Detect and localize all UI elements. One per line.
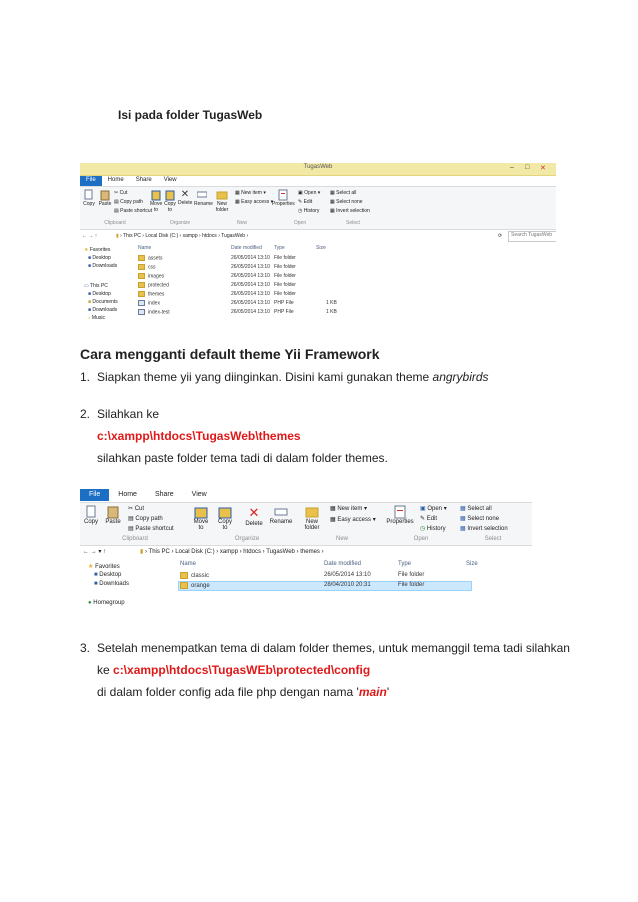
group-new: New <box>335 536 348 542</box>
paste-icon <box>107 505 119 519</box>
nav-desktop[interactable]: ■ Desktop <box>88 255 111 261</box>
invert-selection-button[interactable]: ▦ Invert selection <box>330 208 370 214</box>
history-button[interactable]: ◷ History <box>298 208 320 214</box>
folder-icon <box>138 255 145 261</box>
tab-home[interactable]: Home <box>107 177 124 183</box>
copy-path-button[interactable]: ▤ Copy path <box>114 199 143 205</box>
menu-bar <box>80 489 532 501</box>
move-to-icon <box>151 189 161 201</box>
easy-access-button[interactable]: ▦ Easy access ▾ <box>235 199 274 205</box>
properties-icon <box>278 189 288 201</box>
folder-icon <box>180 582 188 589</box>
breadcrumb[interactable]: ▮ › This PC › Local Disk (C:) › xampp › htdocs › TugasWeb › themes › <box>140 549 324 555</box>
folder-icon <box>138 291 145 297</box>
step-3-instruction: di dalam folder config ada file php dengan nama 'main' <box>97 685 390 699</box>
star-icon: ★ <box>88 564 94 570</box>
new-item-button[interactable]: ▦ New item ▾ <box>235 190 266 196</box>
rename-button[interactable]: Rename <box>194 189 210 207</box>
copy-path-icon: ▤ <box>128 516 134 522</box>
file-name[interactable]: themes <box>138 291 164 297</box>
move-to-button[interactable]: Move to <box>150 189 162 213</box>
column-date-modified[interactable]: Date modified <box>324 561 362 567</box>
rename-icon <box>274 505 288 519</box>
move-to-icon <box>194 505 208 519</box>
tab-share[interactable]: Share <box>154 491 174 498</box>
copy-button[interactable]: Copy <box>82 505 100 525</box>
edit-button[interactable]: ✎ Edit <box>298 199 313 205</box>
group-organize: Organize <box>234 536 260 542</box>
delete-button[interactable]: ✕ Delete <box>242 505 266 527</box>
minimize-icon[interactable]: – <box>510 164 514 171</box>
tab-view[interactable]: View <box>191 491 207 498</box>
date-modified: 26/05/2014 13:10 <box>231 255 270 261</box>
paste-button[interactable]: Paste <box>98 189 112 207</box>
nav-arrows[interactable]: ← → ↑ <box>82 233 98 239</box>
cut-icon: ✂ <box>114 190 119 196</box>
file-name[interactable]: css <box>138 264 156 270</box>
file-type: File folder <box>274 273 296 279</box>
menu-bar <box>80 176 556 186</box>
folder-icon <box>138 264 145 270</box>
copy-icon <box>84 189 94 201</box>
ribbon <box>80 502 532 546</box>
maximize-icon[interactable]: □ <box>525 164 530 171</box>
date-modified: 26/05/2014 13:10 <box>231 273 270 279</box>
select-all-icon: ▦ <box>460 506 466 512</box>
music-icon: ♪ <box>88 315 91 321</box>
copy-path-icon: ▤ <box>114 199 119 205</box>
star-icon: ★ <box>84 247 89 253</box>
new-item-icon: ▦ <box>235 190 240 196</box>
file-type: File folder <box>274 282 296 288</box>
group-clipboard: Clipboard <box>104 220 126 226</box>
new-folder-button[interactable]: New folder <box>302 505 322 531</box>
nav-pc-desktop[interactable]: ■ Desktop <box>88 291 111 297</box>
folder-icon: ▮ <box>140 549 144 555</box>
group-new: New <box>236 220 247 226</box>
column-type[interactable]: Type <box>398 561 412 567</box>
column-type[interactable]: Type <box>274 245 285 251</box>
paste-shortcut-icon: ▤ <box>114 208 119 214</box>
cut-button[interactable]: ✂ Cut <box>128 506 145 512</box>
address-bar <box>80 231 556 243</box>
new-folder-icon <box>216 189 228 201</box>
file-name[interactable]: classic <box>180 572 209 579</box>
column-size[interactable]: Size <box>466 561 478 567</box>
search-input[interactable]: Search TugasWeb <box>508 231 556 242</box>
easy-access-button[interactable]: ▦ Easy access ▾ <box>330 517 376 523</box>
file-name[interactable]: index-test <box>138 309 170 315</box>
paste-shortcut-button[interactable]: ▤ Paste shortcut <box>128 526 174 532</box>
nav-favorites[interactable]: ★ Favorites <box>84 247 111 253</box>
nav-favorites[interactable]: ★ Favorites <box>88 564 120 570</box>
delete-icon: ✕ <box>180 189 190 200</box>
cut-icon: ✂ <box>128 506 134 512</box>
copy-to-button[interactable]: Copy to <box>216 505 234 531</box>
select-all-button[interactable]: ▦ Select all <box>330 190 357 196</box>
open-button[interactable]: ▣ Open ▾ <box>420 506 447 512</box>
group-organize: Organize <box>169 220 191 226</box>
rename-icon <box>197 189 207 201</box>
invert-selection-icon: ▦ <box>330 208 335 214</box>
nav-downloads[interactable]: ■ Downloads <box>94 581 129 587</box>
theme-name: angrybirds <box>432 370 489 384</box>
nav-this-pc[interactable]: ▭ This PC <box>84 283 108 289</box>
date-modified: 28/04/2010 20:31 <box>324 582 371 588</box>
file-name[interactable]: protected <box>138 282 169 288</box>
rename-button[interactable]: Rename <box>268 505 294 525</box>
file-type: File folder <box>274 291 296 297</box>
new-folder-icon <box>305 505 319 519</box>
homegroup-icon: ● <box>88 600 92 606</box>
invert-selection-button[interactable]: ▦ Invert selection <box>460 526 508 532</box>
tab-share[interactable]: Share <box>135 177 152 183</box>
paste-shortcut-icon: ▤ <box>128 526 134 532</box>
folder-icon <box>180 572 188 579</box>
refresh-icon[interactable]: ⟳ <box>498 233 503 239</box>
column-size[interactable]: Size <box>316 245 326 251</box>
desktop-icon: ■ <box>94 572 98 578</box>
delete-button[interactable]: ✕ Delete <box>178 189 193 206</box>
downloads-icon: ■ <box>94 581 98 587</box>
open-icon: ▣ <box>298 190 303 196</box>
caption: Isi pada folder TugasWeb <box>118 108 263 122</box>
new-item-icon: ▦ <box>330 506 336 512</box>
folder-icon <box>138 273 145 279</box>
easy-access-icon: ▦ <box>330 517 336 523</box>
properties-icon <box>394 505 406 519</box>
select-all-icon: ▦ <box>330 190 335 196</box>
step-1 <box>80 369 489 385</box>
copy-to-icon <box>218 505 232 519</box>
history-button[interactable]: ◷ History <box>420 526 446 532</box>
file-size: 1 KB <box>326 300 337 306</box>
address-bar <box>80 546 532 558</box>
file-name[interactable]: images <box>138 273 164 279</box>
edit-icon: ✎ <box>298 199 303 205</box>
column-date-modified[interactable]: Date modified <box>231 245 262 251</box>
edit-button[interactable]: ✎ Edit <box>420 516 438 522</box>
delete-icon: ✕ <box>248 505 260 520</box>
tab-file[interactable]: File <box>80 176 102 186</box>
move-to-button[interactable]: Move to <box>192 505 210 531</box>
nav-downloads[interactable]: ■ Downloads <box>88 263 118 269</box>
paste-shortcut-button[interactable]: ▤ Paste shortcut <box>114 208 153 214</box>
group-select: Select <box>484 536 502 542</box>
copy-button[interactable]: Copy <box>82 189 96 207</box>
step-1-text: Siapkan theme yii yang diinginkan. Disini kami gunakan theme <box>97 370 433 384</box>
file-type: File folder <box>398 572 425 578</box>
section-heading: Cara mengganti default theme Yii Framework <box>80 346 380 362</box>
file-list <box>176 559 532 609</box>
edit-icon: ✎ <box>420 516 426 522</box>
php-file-icon <box>138 309 145 315</box>
nav-pc-downloads[interactable]: ■ Downloads <box>88 307 118 313</box>
tab-home[interactable]: Home <box>118 491 137 498</box>
step-2 <box>80 406 159 422</box>
breadcrumb[interactable]: ▮ › This PC › Local Disk (C:) › xampp › htdocs › TugasWeb › <box>116 233 249 239</box>
copy-icon <box>85 505 97 519</box>
step-3 <box>80 640 570 656</box>
date-modified: 26/05/2014 13:10 <box>324 572 371 578</box>
computer-icon: ▭ <box>84 283 89 289</box>
properties-button[interactable]: Properties <box>384 505 416 525</box>
open-button[interactable]: ▣ Open ▾ <box>298 190 321 196</box>
column-name[interactable]: Name <box>138 245 152 251</box>
close-icon[interactable]: ✕ <box>540 165 546 172</box>
date-modified: 26/05/2014 13:10 <box>231 264 270 270</box>
file-type: PHP File <box>274 309 294 315</box>
file-list <box>138 245 548 335</box>
copy-to-button[interactable]: Copy to <box>164 189 176 213</box>
main-file-name: main <box>358 685 387 699</box>
new-folder-button[interactable]: New folder <box>214 189 230 213</box>
desktop-icon: ■ <box>88 255 92 261</box>
nav-homegroup[interactable]: ● Homegroup <box>88 600 125 606</box>
history-icon: ◷ <box>420 526 426 532</box>
properties-button[interactable]: Properties <box>272 189 294 207</box>
easy-access-icon: ▦ <box>235 199 240 205</box>
group-open: Open <box>413 536 429 542</box>
select-none-icon: ▦ <box>330 199 335 205</box>
group-clipboard: Clipboard <box>122 536 148 542</box>
date-modified: 26/05/2014 13:10 <box>231 300 270 306</box>
explorer-window-tugasweb <box>80 163 556 335</box>
step-3-path-line: ke c:\xampp\htdocs\TugasWEb\protected\config <box>97 663 371 677</box>
explorer-window-themes <box>80 487 532 613</box>
file-type: File folder <box>398 582 425 588</box>
select-none-button[interactable]: ▦ Select none <box>460 516 500 522</box>
invert-selection-icon: ▦ <box>460 526 466 532</box>
documents-icon: ■ <box>88 299 92 305</box>
folder-icon <box>138 282 145 288</box>
cut-button[interactable]: ✂ Cut <box>114 190 128 196</box>
nav-documents[interactable]: ■ Documents <box>88 299 118 305</box>
file-name[interactable]: assets <box>138 255 162 261</box>
desktop-icon: ■ <box>88 291 92 297</box>
select-none-icon: ▦ <box>460 516 466 522</box>
file-name[interactable]: index <box>138 300 160 306</box>
window-title: TugasWeb <box>303 164 333 170</box>
step-1-number: 1. <box>80 370 91 384</box>
nav-desktop[interactable]: ■ Desktop <box>94 572 122 578</box>
ribbon <box>80 186 556 230</box>
tab-file[interactable]: File <box>80 489 109 501</box>
step-2-instruction: silahkan paste folder tema tadi di dalam folder themes. <box>97 451 388 465</box>
downloads-icon: ■ <box>88 263 92 269</box>
select-all-button[interactable]: ▦ Select all <box>460 506 492 512</box>
title-bar <box>80 163 556 176</box>
file-type: File folder <box>274 255 296 261</box>
file-name[interactable]: orange <box>180 582 210 589</box>
file-type: PHP File <box>274 300 294 306</box>
file-size: 1 KB <box>326 309 337 315</box>
folder-icon: ▮ <box>116 233 119 239</box>
tab-view[interactable]: View <box>163 177 177 183</box>
select-none-button[interactable]: ▦ Select none <box>330 199 363 205</box>
file-type: File folder <box>274 264 296 270</box>
date-modified: 26/05/2014 13:10 <box>231 282 270 288</box>
new-item-button[interactable]: ▦ New item ▾ <box>330 506 368 512</box>
paste-icon <box>100 189 110 201</box>
date-modified: 26/05/2014 13:10 <box>231 309 270 315</box>
step-3-number: 3. <box>80 641 91 655</box>
history-icon: ◷ <box>298 208 303 214</box>
step-3-text: Setelah menempatkan tema di dalam folder themes, untuk memanggil tema tadi silahkan <box>97 641 570 655</box>
date-modified: 26/05/2014 13:10 <box>231 291 270 297</box>
step-2-number: 2. <box>80 407 91 421</box>
group-open: Open <box>293 220 307 226</box>
open-icon: ▣ <box>420 506 426 512</box>
php-file-icon <box>138 300 145 306</box>
group-select: Select <box>346 220 360 226</box>
step-2-text: Silahkan ke <box>97 407 160 421</box>
config-path: c:\xampp\htdocs\TugasWEb\protected\config <box>113 663 371 677</box>
column-name[interactable]: Name <box>180 561 197 567</box>
copy-to-icon <box>165 189 175 201</box>
nav-arrows[interactable]: ← → ▾ ↑ <box>83 549 107 555</box>
paste-button[interactable]: Paste <box>104 505 122 525</box>
themes-path: c:\xampp\htdocs\TugasWeb\themes <box>97 429 301 443</box>
nav-music[interactable]: ♪ Music <box>88 315 105 321</box>
downloads-icon: ■ <box>88 307 92 313</box>
copy-path-button[interactable]: ▤ Copy path <box>128 516 163 522</box>
